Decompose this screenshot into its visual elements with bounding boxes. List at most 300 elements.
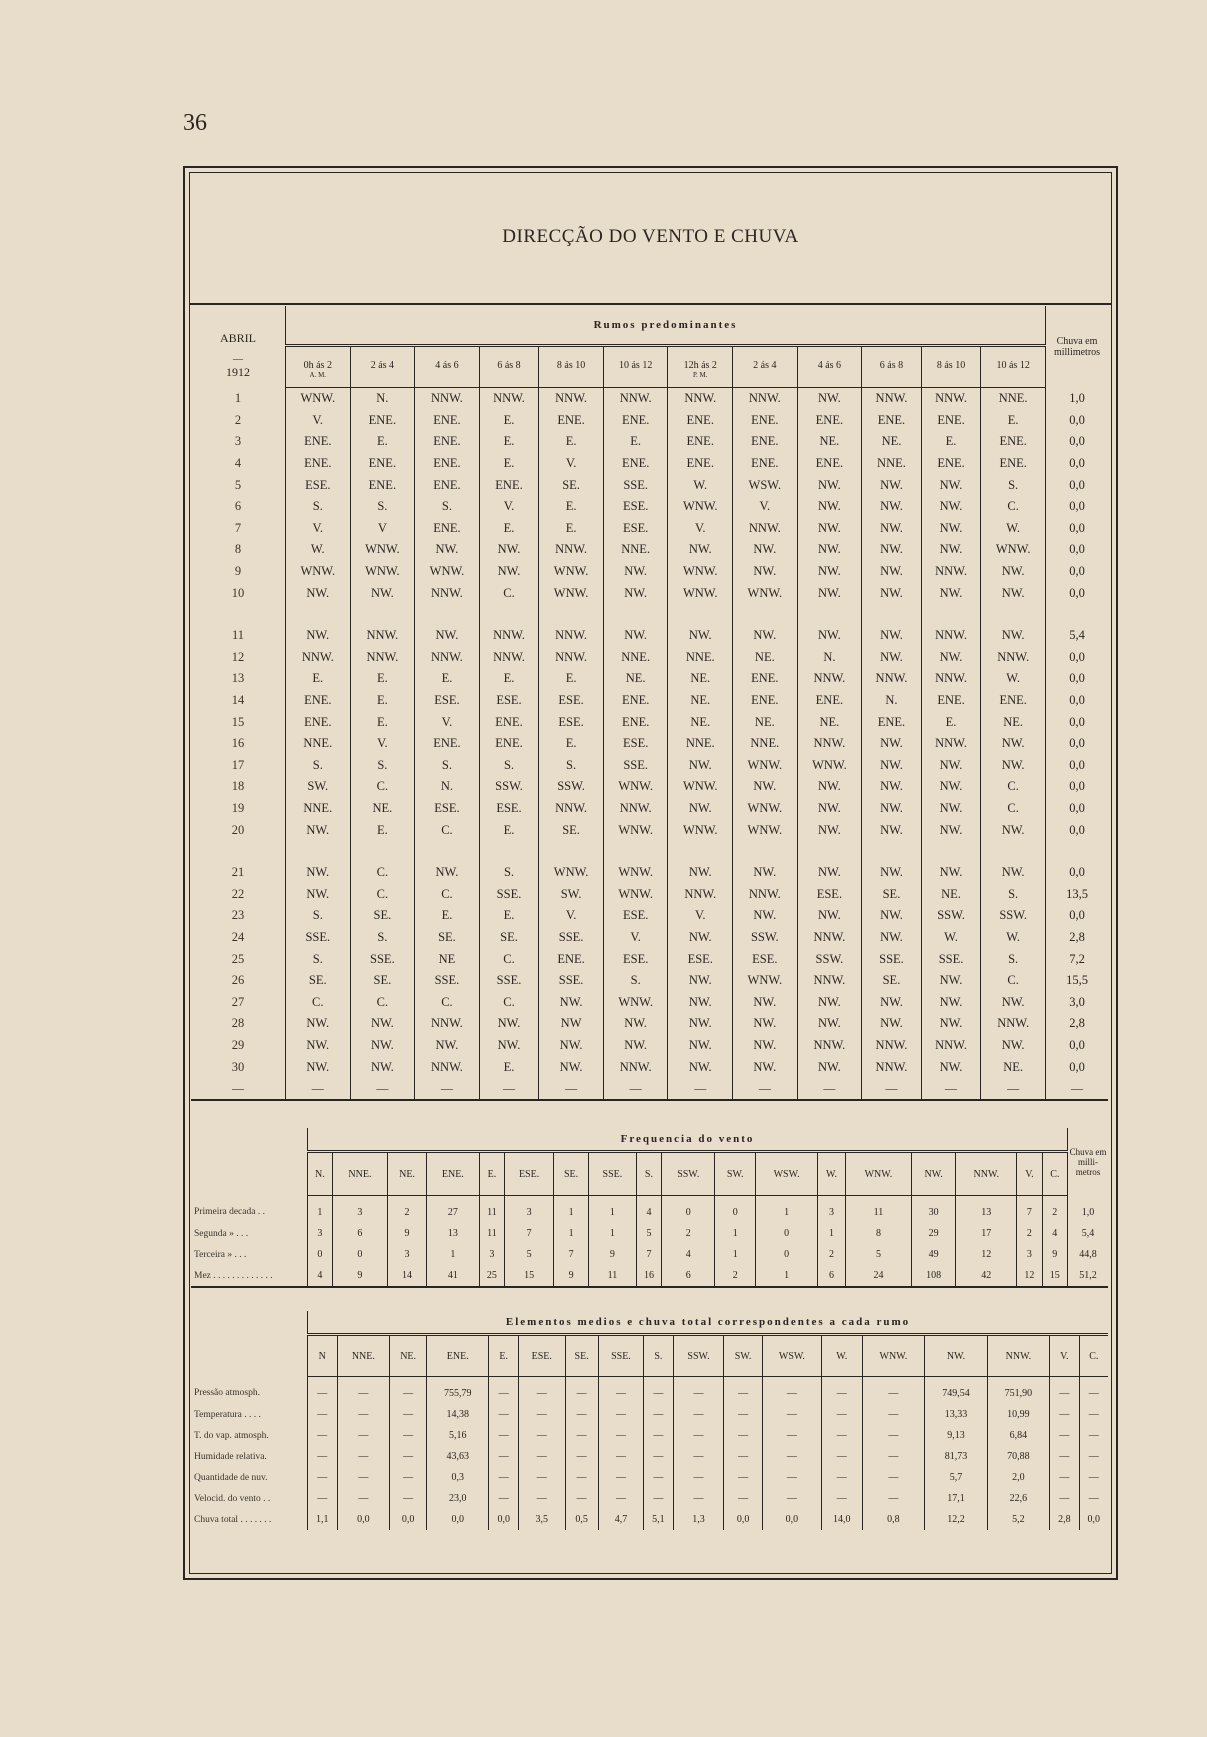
elem-section-heading: Elementos medios e chuva total correspondentes a cada rumo [308,1311,1109,1335]
wind-direction: NW. [797,862,862,884]
wind-direction: NW. [603,561,668,583]
frequencia-table [191,1128,1108,1288]
wind-direction: NNW. [921,668,981,690]
wind-direction: NNW. [921,625,981,647]
elem-value: — [1050,1467,1080,1488]
wind-direction: N. [350,388,415,410]
wind-direction: NNW. [415,1056,480,1078]
title-divider [189,303,1112,305]
wind-direction: SSE. [415,970,480,992]
elem-value: — [862,1404,925,1425]
elem-value: 0,0 [1079,1509,1108,1530]
rumos-period-row [191,346,1108,372]
rain-value: 0,0 [1046,733,1109,755]
freq-column-header: ENE. [426,1152,479,1196]
gap-cell [862,841,922,862]
freq-rain: 5,4 [1068,1223,1109,1244]
elem-value: — [308,1467,338,1488]
wind-direction: NW. [733,1035,798,1057]
elem-column-header: E. [489,1335,519,1377]
day-number: 14 [231,693,245,708]
elem-column-header: C. [1079,1335,1108,1377]
wind-direction: NW. [797,1056,862,1078]
day-row [191,862,1108,884]
wind-direction: E. [479,518,539,540]
gap-cell [733,841,798,862]
wind-direction: NNW. [733,883,798,905]
gap-cell [286,841,351,862]
wind-direction: SE. [350,905,415,927]
wind-direction: SE. [415,927,480,949]
wind-direction: NW. [603,625,668,647]
wind-direction: WSW. [733,474,798,496]
freq-column-header: ESE. [505,1152,554,1196]
elem-value: — [1050,1404,1080,1425]
freq-rain: 44,8 [1068,1244,1109,1265]
elem-value: — [565,1404,598,1425]
wind-direction: N. [862,690,922,712]
wind-direction: NW. [668,1056,733,1078]
elem-value: — [565,1446,598,1467]
wind-direction: NW. [797,539,862,561]
elem-row [191,1377,1108,1405]
freq-value: 9 [388,1223,427,1244]
rain-value: 0,0 [1046,496,1109,518]
elem-value: — [598,1425,643,1446]
elem-value: — [762,1467,821,1488]
wind-direction: ENE. [350,453,415,475]
elem-value: — [644,1446,674,1467]
wind-direction: WNW. [668,561,733,583]
wind-direction: ENE. [350,410,415,432]
rain-value: 0,0 [1046,561,1109,583]
wind-direction: ENE. [733,668,798,690]
wind-direction: WNW. [668,819,733,841]
gap-cell [415,841,480,862]
gap-cell [1046,841,1109,862]
wind-direction: SSE. [479,970,539,992]
ampm-blank [797,371,862,388]
elem-value: — [644,1467,674,1488]
freq-value: 12 [956,1244,1017,1265]
elem-value: 5,7 [925,1467,987,1488]
day-number: 7 [234,520,242,535]
wind-direction: NNW. [350,625,415,647]
freq-value: 5 [845,1244,911,1265]
wind-direction: NNW. [350,647,415,669]
wind-direction: NW. [921,1013,981,1035]
wind-direction: C. [479,582,539,604]
wind-direction: NW. [668,862,733,884]
wind-direction: E. [603,431,668,453]
wind-direction: NW. [797,561,862,583]
wind-direction: NW. [797,496,862,518]
freq-value: 2 [715,1265,756,1287]
wind-direction: WNW. [668,582,733,604]
wind-direction: S. [286,496,351,518]
day-row [191,711,1108,733]
rumos-table [191,306,1108,1101]
day-number: 9 [234,564,242,579]
wind-direction: ENE. [286,453,351,475]
wind-direction: SSW. [539,776,604,798]
wind-direction: WNW. [733,798,798,820]
wind-direction: NE. [668,711,733,733]
day-number: 23 [231,908,245,923]
wind-direction: NW. [981,755,1046,777]
wind-direction: ENE. [733,690,798,712]
wind-direction: ENE. [921,690,981,712]
elem-value: — [308,1377,338,1405]
period-header: 6 ás 8 [479,346,539,372]
wind-direction: NNE. [668,733,733,755]
elem-row-label: Humidade relativa. [194,1451,267,1462]
freq-value: 1 [554,1223,589,1244]
wind-direction: NNE. [603,647,668,669]
wind-direction: C. [479,948,539,970]
elem-row-label: T. do vap. atmosph. [194,1430,269,1441]
elem-value: 0,3 [427,1467,489,1488]
elem-value: 751,90 [987,1377,1049,1405]
freq-value: 1 [308,1196,333,1224]
rain-value: 2,8 [1046,1013,1109,1035]
rain-value: 0,0 [1046,1035,1109,1057]
freq-value: 14 [388,1265,427,1287]
elem-value: — [489,1425,519,1446]
freq-label-blank [191,1152,308,1196]
wind-direction: NW. [862,776,922,798]
wind-direction: SW. [286,776,351,798]
freq-rain-heading: Chuva em milli-metros [1068,1128,1109,1196]
wind-direction: S. [981,474,1046,496]
wind-direction: WNW. [350,561,415,583]
wind-direction: C. [981,798,1046,820]
elem-value: — [862,1377,925,1405]
wind-direction: ESE. [479,690,539,712]
wind-direction: S. [981,948,1046,970]
elem-value: 0,0 [724,1509,763,1530]
wind-direction: NW. [603,1035,668,1057]
wind-direction: NW. [862,1013,922,1035]
elem-value: — [644,1488,674,1509]
decade-gap [191,604,1108,625]
gap-cell [603,841,668,862]
elem-value: — [1050,1377,1080,1405]
elem-value: — [518,1446,565,1467]
freq-value: 1 [755,1265,817,1287]
freq-rain: 1,0 [1068,1196,1109,1224]
wind-direction: NW. [921,755,981,777]
wind-direction: WNW. [603,991,668,1013]
dash-cell: — [921,1078,981,1101]
elem-value: 0,0 [762,1509,821,1530]
elem-value: 749,54 [925,1377,987,1405]
wind-direction: NE. [668,690,733,712]
elem-value: — [489,1488,519,1509]
period-header: 8 ás 10 [539,346,604,372]
freq-value: 2 [662,1223,715,1244]
day-number: 8 [234,542,242,557]
wind-direction: ENE. [603,410,668,432]
wind-direction: NW. [981,582,1046,604]
am-label: A. M. [286,371,351,388]
gap-cell [921,841,981,862]
rain-value: 0,0 [1046,668,1109,690]
wind-direction: ENE. [733,410,798,432]
day-row [191,539,1108,561]
elem-column-header: WSW. [762,1335,821,1377]
rain-value: 0,0 [1046,1056,1109,1078]
elem-value: — [565,1377,598,1405]
freq-heading-row [191,1128,1108,1152]
wind-direction: NNE. [733,733,798,755]
freq-value: 2 [1017,1223,1042,1244]
elem-value: — [1050,1425,1080,1446]
gap-cell [350,841,415,862]
wind-direction: NW. [286,1035,351,1057]
elem-value: — [822,1425,862,1446]
elem-value: 9,13 [925,1425,987,1446]
wind-direction: NW. [921,474,981,496]
elem-value: — [762,1404,821,1425]
wind-direction: NW. [921,518,981,540]
ampm-blank [921,371,981,388]
elem-row [191,1404,1108,1425]
wind-direction: SSW. [797,948,862,970]
wind-direction: ENE. [479,474,539,496]
freq-value: 16 [636,1265,661,1287]
day-number: 17 [231,757,245,772]
freq-value: 5 [636,1223,661,1244]
day-row [191,1013,1108,1035]
elem-value: — [822,1377,862,1405]
wind-direction: E. [350,431,415,453]
elem-value: 3,5 [518,1509,565,1530]
period-header: 8 ás 10 [921,346,981,372]
rain-value: 0,0 [1046,431,1109,453]
wind-direction: WNW. [603,883,668,905]
elem-row [191,1425,1108,1446]
wind-direction: NW. [668,970,733,992]
day-row [191,798,1108,820]
day-number: 21 [231,865,245,880]
wind-direction: W. [286,539,351,561]
wind-direction: WNW. [668,496,733,518]
rain-value: 0,0 [1046,711,1109,733]
freq-column-header: V. [1017,1152,1042,1196]
wind-direction: S. [415,496,480,518]
wind-direction: V. [415,711,480,733]
elem-value: 13,33 [925,1404,987,1425]
elem-value: — [724,1467,763,1488]
elem-value: — [673,1446,724,1467]
elem-value: 2,8 [1050,1509,1080,1530]
rain-value: 2,8 [1046,927,1109,949]
freq-column-header: SW. [715,1152,756,1196]
wind-direction: NW. [733,991,798,1013]
rumos-section-heading: Rumos predominantes [286,306,1046,346]
elem-column-header: SE. [565,1335,598,1377]
dash-row [191,1078,1108,1101]
elem-value: — [1079,1467,1108,1488]
wind-direction: NW. [862,755,922,777]
elem-value: — [598,1377,643,1405]
wind-direction: NW. [862,474,922,496]
wind-direction: NW. [862,561,922,583]
dash-cell: — [479,1078,539,1101]
day-number: 24 [231,929,245,944]
wind-direction: NNW. [862,388,922,410]
freq-value: 3 [332,1196,387,1224]
freq-row [191,1223,1108,1244]
wind-direction: NE. [797,711,862,733]
wind-direction: E. [350,668,415,690]
freq-column-header: NNW. [956,1152,1017,1196]
wind-direction: E. [479,431,539,453]
wind-direction: ESE. [539,690,604,712]
elem-value: — [673,1488,724,1509]
elem-value: 0,5 [565,1509,598,1530]
gap-cell [350,604,415,625]
ampm-blank [539,371,604,388]
elem-value: — [822,1446,862,1467]
wind-direction: WNW. [733,755,798,777]
wind-direction: E. [539,518,604,540]
wind-direction: E. [539,668,604,690]
gap-cell [797,604,862,625]
wind-direction: NW. [862,582,922,604]
wind-direction: NNW. [415,647,480,669]
freq-column-header: NE. [388,1152,427,1196]
year-label: 1912 [226,364,250,379]
wind-direction: NNW. [479,388,539,410]
freq-value: 13 [426,1223,479,1244]
elem-value: — [822,1467,862,1488]
freq-value: 13 [956,1196,1017,1224]
elem-value: — [337,1425,390,1446]
freq-value: 3 [479,1244,504,1265]
wind-direction: NNW. [415,582,480,604]
wind-direction: NW. [415,539,480,561]
wind-direction: SSW. [921,905,981,927]
wind-direction: ESE. [539,711,604,733]
wind-direction: ENE. [415,431,480,453]
dash-cell: — [1046,1078,1109,1101]
wind-direction: SE. [539,819,604,841]
gap-cell [539,604,604,625]
wind-direction: NW. [479,1035,539,1057]
freq-row-label: Segunda » . . . [194,1228,249,1239]
ampm-blank [415,371,480,388]
rumos-ampm-row [191,371,1108,388]
freq-value: 0 [755,1244,817,1265]
wind-direction: NW. [921,539,981,561]
wind-direction: NE. [797,431,862,453]
wind-direction: E. [921,431,981,453]
wind-direction: NNE. [668,647,733,669]
rain-value: 3,0 [1046,991,1109,1013]
wind-direction: NW. [603,1013,668,1035]
rain-value: 1,0 [1046,388,1109,410]
wind-direction: NW. [862,496,922,518]
ampm-blank [733,371,798,388]
day-row [191,970,1108,992]
wind-direction: NW. [286,582,351,604]
wind-direction: E. [350,690,415,712]
wind-direction: E. [479,410,539,432]
wind-direction: NNW. [479,625,539,647]
elem-value: 12,2 [925,1509,987,1530]
day-row [191,733,1108,755]
freq-value: 11 [845,1196,911,1224]
wind-direction: C. [415,991,480,1013]
gap-cell [1046,604,1109,625]
wind-direction: E. [539,733,604,755]
elem-row [191,1488,1108,1509]
wind-direction: C. [350,883,415,905]
wind-direction: NW. [668,798,733,820]
elem-column-header: W. [822,1335,862,1377]
wind-direction: NNW. [603,388,668,410]
wind-direction: NW. [862,862,922,884]
elem-value: — [673,1467,724,1488]
day-row [191,776,1108,798]
day-number: 30 [231,1059,245,1074]
elem-value: — [673,1377,724,1405]
wind-direction: NW. [286,625,351,647]
pm-label: P. M. [668,371,733,388]
wind-direction: ENE. [797,690,862,712]
year-cell [191,346,286,388]
wind-direction: NNW. [733,388,798,410]
wind-direction: NW. [921,819,981,841]
wind-direction: NW. [862,991,922,1013]
day-row [191,647,1108,669]
wind-direction: S. [286,755,351,777]
freq-row [191,1244,1108,1265]
wind-direction: SSW. [479,776,539,798]
freq-value: 4 [636,1196,661,1224]
wind-direction: NW. [733,776,798,798]
freq-value: 4 [662,1244,715,1265]
freq-row-label: Terceira » . . . [194,1249,247,1260]
freq-value: 1 [715,1244,756,1265]
period-header: 4 ás 6 [797,346,862,372]
wind-direction: SSE. [921,948,981,970]
freq-section-heading: Frequencia do vento [308,1128,1068,1152]
wind-direction: SSE. [862,948,922,970]
freq-column-row [191,1152,1108,1196]
wind-direction: SSW. [733,927,798,949]
wind-direction: ENE. [415,474,480,496]
wind-direction: NW. [797,798,862,820]
wind-direction: NW. [862,539,922,561]
dash-cell: — [350,1078,415,1101]
wind-direction: NW. [981,1035,1046,1057]
elem-column-header: NW. [925,1335,987,1377]
wind-direction: ENE. [668,453,733,475]
wind-direction: V. [479,496,539,518]
elem-row [191,1467,1108,1488]
wind-direction: NNW. [921,388,981,410]
wind-direction: NW. [862,647,922,669]
wind-direction: NW. [921,496,981,518]
wind-direction: NW. [733,1056,798,1078]
ampm-blank [862,371,922,388]
wind-direction: E. [479,453,539,475]
elem-column-header: SSW. [673,1335,724,1377]
wind-direction: E. [350,711,415,733]
